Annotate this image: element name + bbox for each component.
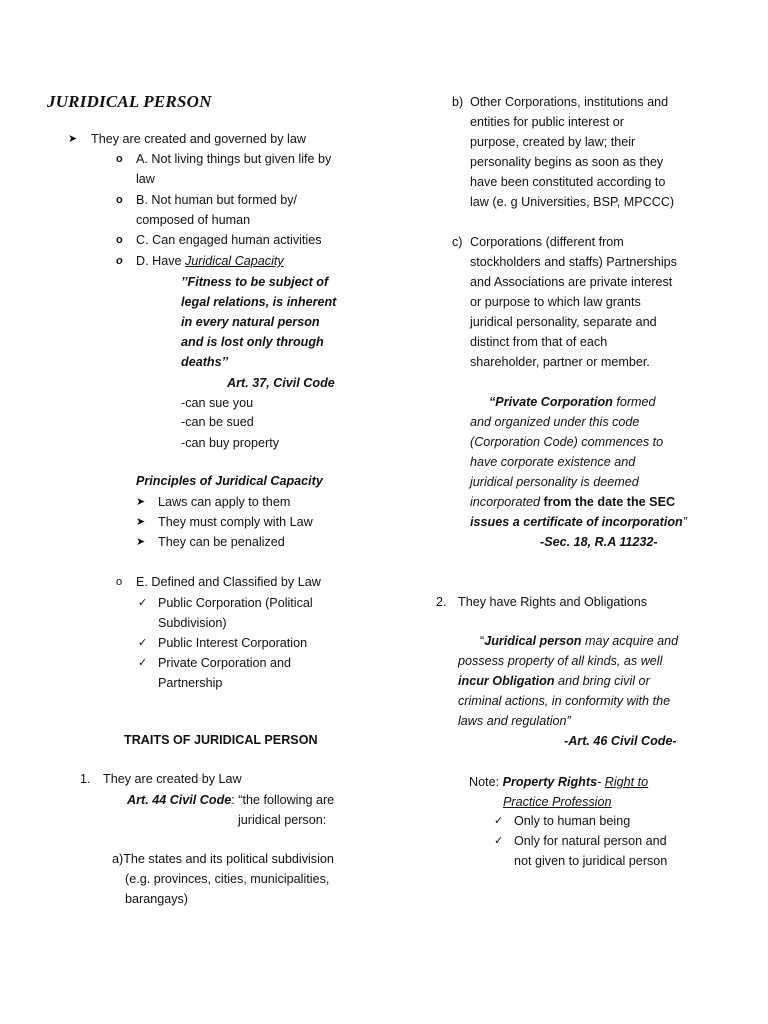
quote-line-3: in every natural person: [181, 315, 320, 329]
jp-bold: Juridical person: [484, 634, 582, 648]
item-d-prefix: D. Have: [136, 254, 185, 268]
note-item-1: Only to human being: [514, 814, 631, 828]
c-line-3: and Associations are private interest: [470, 275, 673, 289]
principle-3: They can be penalized: [158, 535, 285, 549]
classified-1-line1: Public Corporation (Political: [158, 596, 313, 610]
note-dash: -: [597, 775, 605, 789]
item-e-text: E. Defined and Classified by Law: [136, 575, 321, 589]
trait-1-text: They are created by Law: [103, 772, 242, 786]
trait-2-text: They have Rights and Obligations: [458, 595, 648, 609]
principle-2: They must comply with Law: [158, 515, 313, 529]
pc-line-7: [470, 512, 687, 532]
pc-line-5: juridical personality is deemed: [470, 475, 639, 489]
traits-heading: TRAITS OF JURIDICAL PERSON: [124, 733, 318, 747]
jp-line-2: possess property of all kinds, as well: [458, 654, 663, 668]
states-line2: (e.g. provinces, cities, municipalities,: [125, 872, 330, 886]
checkmark-icon: [138, 593, 147, 613]
jp-incur: incur Obligation: [458, 674, 555, 688]
b-line-1: Other Corporations, institutions and: [470, 95, 669, 109]
c-line-5: juridical personality, separate and: [470, 315, 657, 329]
jp-rest: may acquire and: [581, 634, 679, 648]
item-a-line2: law: [136, 172, 155, 186]
circle-bullet-icon: [116, 251, 123, 271]
jp-citation: -Art. 46 Civil Code-: [564, 734, 677, 748]
can-line-2: -can be sued: [181, 415, 254, 429]
jp-line-4: criminal actions, in conformity with the: [458, 694, 671, 708]
pc-issues-end: ”: [682, 515, 687, 529]
states-line3: barangays): [125, 892, 189, 906]
pc-line-2: and organized under this code: [470, 415, 640, 429]
quote-line-5: deaths’’: [181, 355, 229, 369]
created-governed-text: They are created and governed by law: [91, 132, 306, 146]
c-line-6: distinct from that of each: [470, 335, 608, 349]
art44-line: [127, 790, 334, 810]
classified-2: Public Interest Corporation: [158, 636, 308, 650]
circle-bullet-icon: [116, 149, 123, 169]
c-line-4: or purpose to which law grants: [470, 295, 641, 309]
page-title: JURIDICAL PERSON: [47, 92, 212, 111]
item-b-label: b): [452, 95, 464, 109]
checkmark-icon: [494, 831, 503, 851]
pc-rest: formed: [612, 395, 656, 409]
b-line-2: entities for public interest or: [470, 115, 624, 129]
principle-1: Laws can apply to them: [158, 495, 291, 509]
quote-line-4: and is lost only through: [181, 335, 324, 349]
art44-bold: Art. 44 Civil Code: [127, 793, 232, 807]
quote-line-1: ’’Fitness to be subject of: [181, 275, 329, 289]
b-line-3: purpose, created by law; their: [470, 135, 636, 149]
pc-issues-bold: issues a certificate of incorporation: [470, 515, 683, 529]
checkmark-icon: [494, 811, 503, 831]
circle-bullet-icon: [116, 190, 123, 210]
quote-line-2: legal relations, is inherent: [181, 295, 337, 309]
checkmark-icon: [138, 653, 147, 673]
arrow-bullet-icon: [136, 532, 145, 552]
note-item-2-line1: Only for natural person and: [514, 834, 667, 848]
pc-inc-bold: from the date the SEC: [543, 495, 676, 509]
arrow-bullet-icon: [68, 129, 77, 149]
circle-bullet-icon: [116, 230, 123, 250]
note-line: [469, 772, 648, 792]
b-line-4: personality begins as soon as they: [470, 155, 664, 169]
note-bold: Property Rights: [502, 775, 598, 789]
item-a-line1: A. Not living things but given life by: [136, 152, 332, 166]
trait-1-number: 1.: [80, 772, 91, 786]
classified-3-line1: Private Corporation and: [158, 656, 292, 670]
pc-citation: -Sec. 18, R.A 11232-: [540, 535, 658, 549]
note-label: Note:: [469, 775, 503, 789]
trait-2-number: 2.: [436, 595, 447, 609]
jp-line-1: [480, 631, 678, 651]
b-line-6: law (e. g Universities, BSP, MPCCC): [470, 195, 675, 209]
pc-line-6: [470, 492, 675, 512]
item-b-line2: composed of human: [136, 213, 251, 227]
note-item-2-line2: not given to juridical person: [514, 854, 668, 868]
jp-line-5: laws and regulation”: [458, 714, 571, 728]
checkmark-icon: [138, 633, 147, 653]
pc-bold: “Private Corporation: [489, 395, 613, 409]
jp-open-quote: “: [480, 634, 485, 648]
juridical-capacity-link: Juridical Capacity: [185, 254, 284, 268]
classified-1-line2: Subdivision): [158, 616, 227, 630]
right-to-link: Right to: [604, 775, 649, 789]
circle-bullet-icon: [116, 572, 122, 592]
jp-line3-rest: and bring civil or: [554, 674, 650, 688]
arrow-bullet-icon: [136, 512, 145, 532]
jp-line-3: [458, 671, 650, 691]
item-c-label: c): [452, 235, 463, 249]
pc-line-4: have corporate existence and: [470, 455, 636, 469]
classified-3-line2: Partnership: [158, 676, 223, 690]
item-d-text: [136, 251, 284, 271]
art44-rest: : “the following are: [231, 793, 335, 807]
pc-inc: incorporated: [470, 495, 544, 509]
pc-line-1: [489, 392, 656, 412]
can-line-3: -can buy property: [181, 436, 280, 450]
c-line-2: stockholders and staffs) Partnerships: [470, 255, 677, 269]
quote-citation: Art. 37, Civil Code: [227, 376, 335, 390]
practice-profession-link: Practice Profession: [503, 795, 612, 809]
b-line-5: have been constituted according to: [470, 175, 666, 189]
c-line-1: Corporations (different from: [470, 235, 624, 249]
states-line1: a)The states and its political subdivision: [112, 852, 334, 866]
pc-line-3: (Corporation Code) commences to: [470, 435, 664, 449]
item-b-line1: B. Not human but formed by/: [136, 193, 298, 207]
item-c-text: C. Can engaged human activities: [136, 233, 322, 247]
arrow-bullet-icon: [136, 492, 145, 512]
c-line-7: shareholder, partner or member.: [470, 355, 650, 369]
art44-line2: juridical person:: [238, 813, 327, 827]
principles-heading: Principles of Juridical Capacity: [136, 474, 323, 488]
can-line-1: -can sue you: [181, 396, 254, 410]
